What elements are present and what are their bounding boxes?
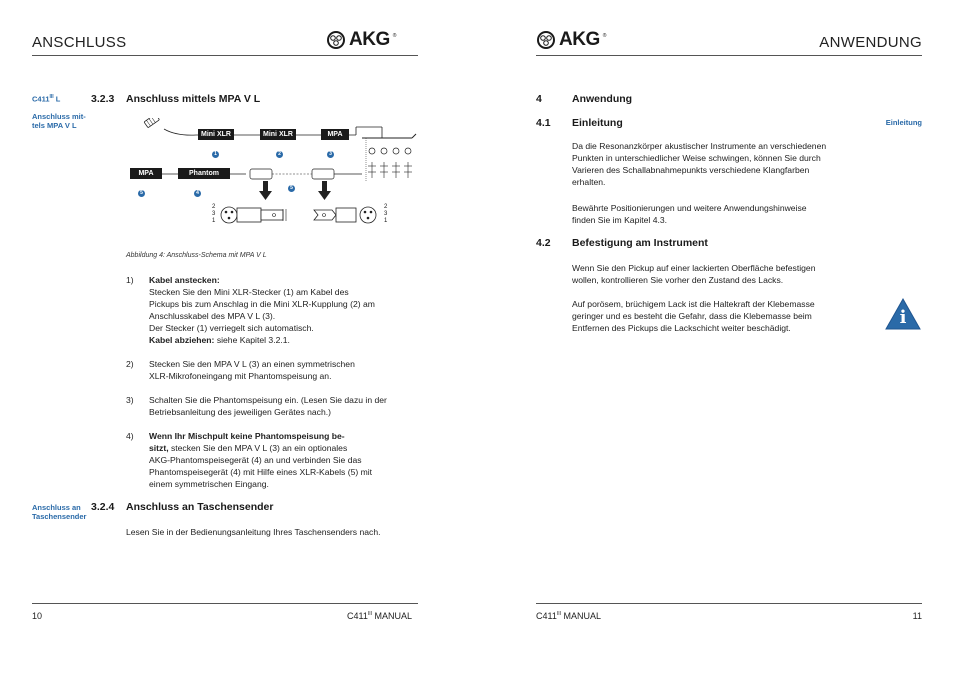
pickup-icon <box>144 118 159 128</box>
section-title-42: Befestigung am Instrument <box>572 237 708 249</box>
label-mini-xlr-coupling: Mini XLR <box>260 129 296 140</box>
einleitung-paragraph-2: Bewährte Positionierungen und weitere Anwendungshinweise finden Sie im Kapitel 4.3. <box>572 203 807 225</box>
akg-emblem-icon <box>536 30 556 50</box>
section-number-4: 4 <box>536 93 542 105</box>
step-3-number: 3) <box>126 395 134 405</box>
marker-2: 2 <box>276 151 283 158</box>
label-mpa-bottom: MPA <box>130 168 162 179</box>
pin-labels-right: 2 3 1 <box>384 204 388 224</box>
step-4-text: Wenn Ihr Mischpult keine Phantomspeisung be- sitzt, stecken Sie den MPA V L (3) an ein optionales AKG-Phantomspeisegerät (4) an und verbinden Sie das Phantomspeisegerät (4) mit Hilfe eines XLR-Kabels (5) mit einem symmetrischen Eingang. <box>149 431 373 489</box>
einleitung-paragraph-1: Da die Resonanzkörper akustischer Instrumente an verschiedenen Punkten in unterschiedlicher Weise schwingen, können Sie durch Varieren des Schallabnahmepunkts verschiedene Klangfarben erhalten. <box>572 141 827 187</box>
xlr-cable-icon <box>250 169 362 179</box>
xlr-male-detail <box>314 207 376 223</box>
marker-4: 4 <box>194 190 201 197</box>
befestigung-paragraph-1: Wenn Sie den Pickup auf einer lackierten Oberfläche befestigen wollen, kontrollieren Sie vorher den Zustand des Lacks. <box>572 263 816 285</box>
footer-manual-right: $C411^{III}$ MANUAL <box>536 611 602 621</box>
mixer-icon <box>362 134 416 182</box>
akg-emblem-icon <box>326 30 346 50</box>
side-note-mpa: Anschluss mit- tels MPA V L <box>32 112 86 130</box>
connection-diagram <box>126 118 418 236</box>
step-4-number: 4) <box>126 431 134 441</box>
side-note-taschensender: Anschluss an Taschensender <box>32 503 87 521</box>
page-number-right: 11 <box>912 611 922 621</box>
marker-1: 1 <box>212 151 219 158</box>
arrow-down-icon <box>259 181 331 200</box>
logo-text: AKG <box>349 29 390 50</box>
page-header-left: ANSCHLUSS <box>32 34 127 51</box>
info-warning-icon: i <box>884 297 922 331</box>
page-header-right: ANWENDUNG <box>819 34 922 51</box>
pin-labels-left: 2 3 1 <box>212 204 216 224</box>
step-2-number: 2) <box>126 359 134 369</box>
section-number-41: 4.1 <box>536 117 551 129</box>
marker-3: 3 <box>327 151 334 158</box>
label-phantom: Phantom <box>178 168 230 179</box>
step-1-text: Kabel anstecken: Stecken Sie den Mini XLR-Stecker (1) am Kabel des Pickups bis zum Anschlag in die Mini XLR-Kupplung (2) am Anschlusskabel des MPA V L (3). Der Stecker (1) verriegelt sich automatisch. Kabel abziehen: siehe Kapitel 3.2.1. <box>149 275 375 345</box>
section-number-324: 3.2.4 <box>91 501 115 513</box>
header-rule-right <box>536 55 922 56</box>
marker-5b: 5 <box>288 185 295 192</box>
side-model-label: $C411^{III}$ L <box>32 94 61 104</box>
section-title-41: Einleitung <box>572 117 623 129</box>
label-mini-xlr-plug: Mini XLR <box>198 129 234 140</box>
section-title: Anschluss mittels MPA V L <box>126 93 261 105</box>
akg-logo-right: AKG ® <box>536 29 606 51</box>
xlr-female-detail <box>221 207 286 223</box>
section-title-324: Anschluss an Taschensender <box>126 501 274 513</box>
figure-caption: Abbildung 4: Anschluss-Schema mit MPA V L <box>126 252 267 259</box>
page-number-left: 10 <box>32 611 43 621</box>
footer-rule-right <box>536 603 922 604</box>
section-title-4: Anwendung <box>572 93 633 105</box>
section-number: 3.2.3 <box>91 93 115 105</box>
step-2-text: Stecken Sie den MPA V L (3) an einen symmetrischen XLR-Mikrofoneingang mit Phantomspeisung an. <box>149 359 355 381</box>
header-rule-left <box>32 55 418 56</box>
logo-text: AKG <box>559 29 600 50</box>
side-note-einleitung: Einleitung <box>885 118 922 127</box>
marker-5a: 5 <box>138 190 145 197</box>
akg-logo-left: AKG ® <box>326 29 396 51</box>
taschensender-text: Lesen Sie in der Bedienungsanleitung Ihres Taschensenders nach. <box>126 527 381 537</box>
footer-manual-left: $C411^{III}$ MANUAL <box>347 611 413 621</box>
befestigung-paragraph-2: Auf porösem, brüchigem Lack ist die Haltekraft der Klebemasse geringer und es besteht die Gefahr, dass die Klebemasse beim Entfernen des Pickups die Lackschicht weiter beschädigt. <box>572 299 815 333</box>
step-3-text: Schalten Sie die Phantomspeisung ein. (Lesen Sie dazu in der Betriebsanleitung des jeweiligen Gerätes nach.) <box>149 395 387 417</box>
footer-rule-left <box>32 603 418 604</box>
step-1-number: 1) <box>126 275 134 285</box>
section-number-42: 4.2 <box>536 237 551 249</box>
label-mpa-top: MPA <box>321 129 349 140</box>
